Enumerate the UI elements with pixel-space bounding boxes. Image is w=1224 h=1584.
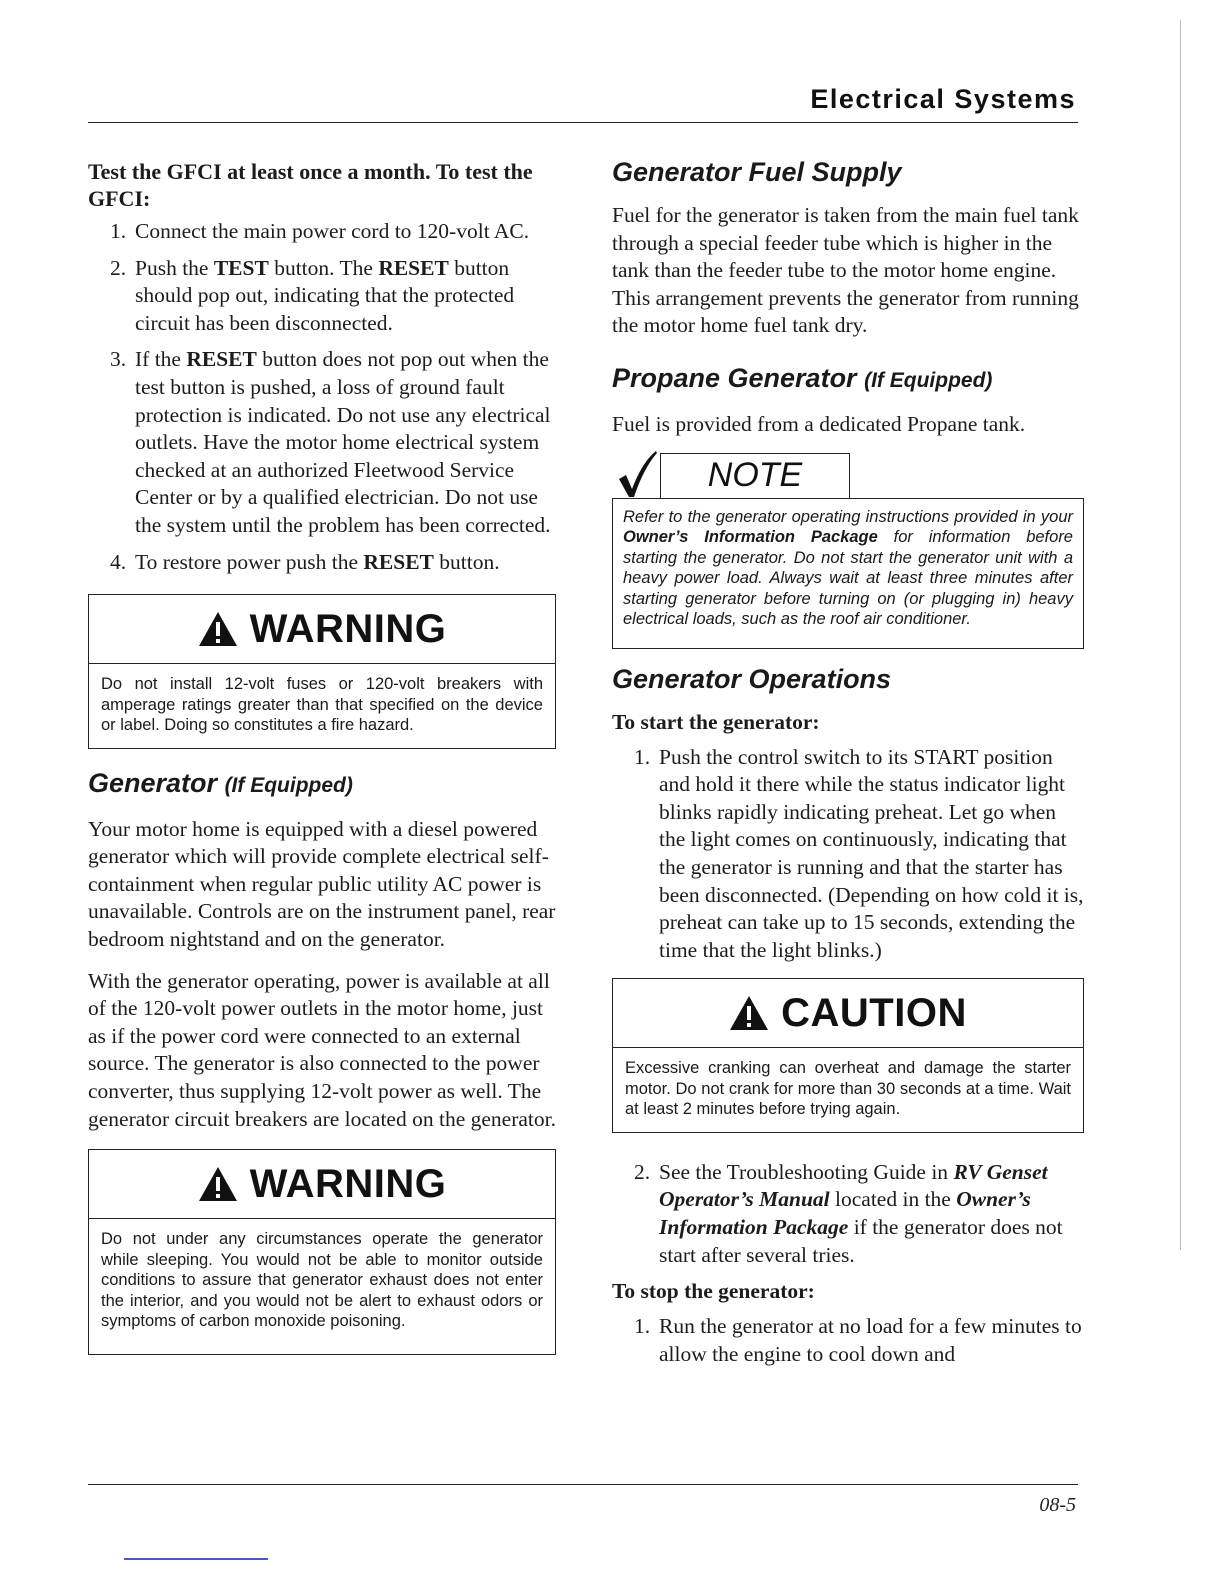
header-rule — [88, 122, 1078, 123]
checkmark-icon — [616, 449, 658, 499]
left-column — [88, 152, 556, 1355]
generator-paragraph-1: Your motor home is equipped with a diesel powered generator which will provide complete electrical self-containment when regular public utility AC power is unavailable. Controls are on the instrument panel, rear bedroom nightstand and on the generator. — [88, 816, 556, 951]
list-item — [88, 255, 556, 338]
caution-title: CAUTION — [781, 990, 967, 1035]
step-text: If the — [135, 347, 187, 372]
step-number: 1. — [634, 1314, 651, 1339]
caution-header — [613, 979, 1083, 1048]
warning-header — [89, 595, 555, 664]
test-keyword: TEST — [213, 255, 269, 280]
list-item — [612, 744, 1084, 965]
caution-triangle-icon — [729, 995, 769, 1031]
warning-header — [89, 1150, 555, 1219]
list-item: 2. See the Troubleshooting Guide in RV Genset Operator’s Manual located in the Owner’s Information Package if the generator does not start after several tries. — [634, 1159, 1063, 1267]
step-text: Connect the main power cord to 120-volt AC. — [135, 219, 530, 243]
warning-triangle-icon — [198, 611, 238, 647]
propane-heading: Propane Generator (If Equipped) — [612, 362, 993, 393]
owners-info-package-ref: Owner’s Information Package — [659, 1187, 1031, 1239]
step-number: 2. — [110, 255, 127, 280]
step-text: Push the control switch to its START position and hold it there while the status indicator light blinks rapidly indicating preheat. Let go when the light comes on continuously, indicating that the generator is running and that the starter has been disconnected. (Depending on how cold it is, preheat can take up to 15 seconds, extending the time that the light blinks.) — [659, 744, 1084, 962]
step-text: button should pop out, indicating that the protected circuit has been disconnected. — [135, 255, 515, 335]
list-item — [88, 218, 556, 246]
reset-keyword: RESET — [363, 549, 434, 574]
step-text: button. The — [268, 255, 379, 280]
warning-triangle-icon — [198, 1166, 238, 1202]
start-steps — [612, 744, 1084, 965]
step-number: 2. — [634, 1159, 651, 1184]
step-text: To restore power push the — [135, 549, 364, 574]
warning-text: Do not install 12-volt fuses or 120-volt breakers with amperage ratings greater than that specified on the device or label. Doing so constitutes a fire hazard. — [101, 675, 543, 735]
step-number: 3. — [110, 347, 127, 372]
page-header-title: Electrical Systems — [810, 84, 1076, 114]
generator-paragraph-2: With the generator operating, power is available at all of the 120-volt power outlets in the motor home, just as if the power cord were connected to an external source. The generator is also connected to the power converter, thus supplying 12-volt power as well. The generator circuit breakers are located on the generator. — [88, 968, 556, 1131]
stop-heading: To stop the generator: — [612, 1279, 815, 1304]
page-edge-line — [1180, 20, 1181, 1250]
right-column — [612, 152, 1084, 1377]
step-text: button. — [433, 549, 500, 574]
gfci-intro: Test the GFCI at least once a month. To test the GFCI: — [88, 159, 533, 211]
reset-keyword: RESET — [186, 347, 257, 372]
reset-keyword: RESET — [378, 255, 449, 280]
note-header: NOTE — [660, 453, 850, 498]
footer-rule — [88, 1484, 1078, 1485]
warning-text: Do not under any circumstances operate the generator while sleeping. You would not be able to monitor outside conditions to assure that generator exhaust does not enter the interior, and you would not be alert to exhaust odors or symptoms of carbon monoxide poisoning. — [101, 1230, 543, 1331]
operations-heading: Generator Operations — [612, 663, 892, 694]
gfci-steps — [88, 218, 556, 576]
warning-box-fuses — [88, 594, 556, 749]
page-number: 08-5 — [1039, 1494, 1076, 1516]
list-item — [88, 346, 556, 539]
generator-heading: Generator (If Equipped) — [88, 767, 353, 798]
stop-steps — [612, 1313, 1084, 1368]
fuel-supply-heading: Generator Fuel Supply — [612, 157, 902, 187]
scan-artifact-line — [124, 1558, 268, 1560]
warning-title: WARNING — [249, 1161, 447, 1206]
caution-text: Excessive cranking can overheat and damage the starter motor. Do not crank for more than 30 seconds at a time. Wait at least 2 minutes before trying again. — [625, 1059, 1071, 1119]
caution-box — [612, 978, 1084, 1133]
start-steps-continued — [612, 1159, 1084, 1269]
owners-info-package-ref: Owner’s Information Package — [623, 528, 878, 547]
step-text: Run the generator at no load for a few minutes to allow the engine to cool down and — [659, 1314, 1082, 1366]
warning-box-sleeping — [88, 1149, 556, 1355]
list-item — [612, 1313, 1084, 1368]
note-box — [612, 453, 1084, 649]
note-text: Refer to the generator operating instructions provided in your Owner’s Information Package for information before starting the generator. Do not start the generator unit with a heavy power load. Always wait at least three minutes after starting generator before turning on (or plugging in) heavy electrical loads, such as the roof air conditioner. — [612, 498, 1084, 649]
warning-title: WARNING — [249, 606, 447, 651]
list-item — [88, 549, 556, 577]
step-text: button does not pop out when the test button is pushed, a loss of ground fault protection is indicated. Do not use any electrical outlets. Have the motor home electrical system checked at an authorized Fleetwood Service Center or by a qualified electrician. Do not use the system until the problem has been corrected. — [135, 347, 551, 537]
step-number: 4. — [110, 549, 127, 574]
step-text: Push the — [135, 255, 214, 280]
genset-manual-ref: RV Genset Operator’s Manual — [659, 1159, 1048, 1212]
fuel-supply-text: Fuel for the generator is taken from the main fuel tank through a special feeder tube which is higher in the tank than the feeder tube to the motor home engine. This arrangement prevents the generator from running the motor home fuel tank dry. — [612, 203, 1079, 338]
step-number: 1. — [110, 219, 127, 243]
step-number: 1. — [634, 744, 651, 769]
propane-text: Fuel is provided from a dedicated Propane tank. — [612, 411, 1026, 436]
start-heading: To start the generator: — [612, 709, 820, 734]
